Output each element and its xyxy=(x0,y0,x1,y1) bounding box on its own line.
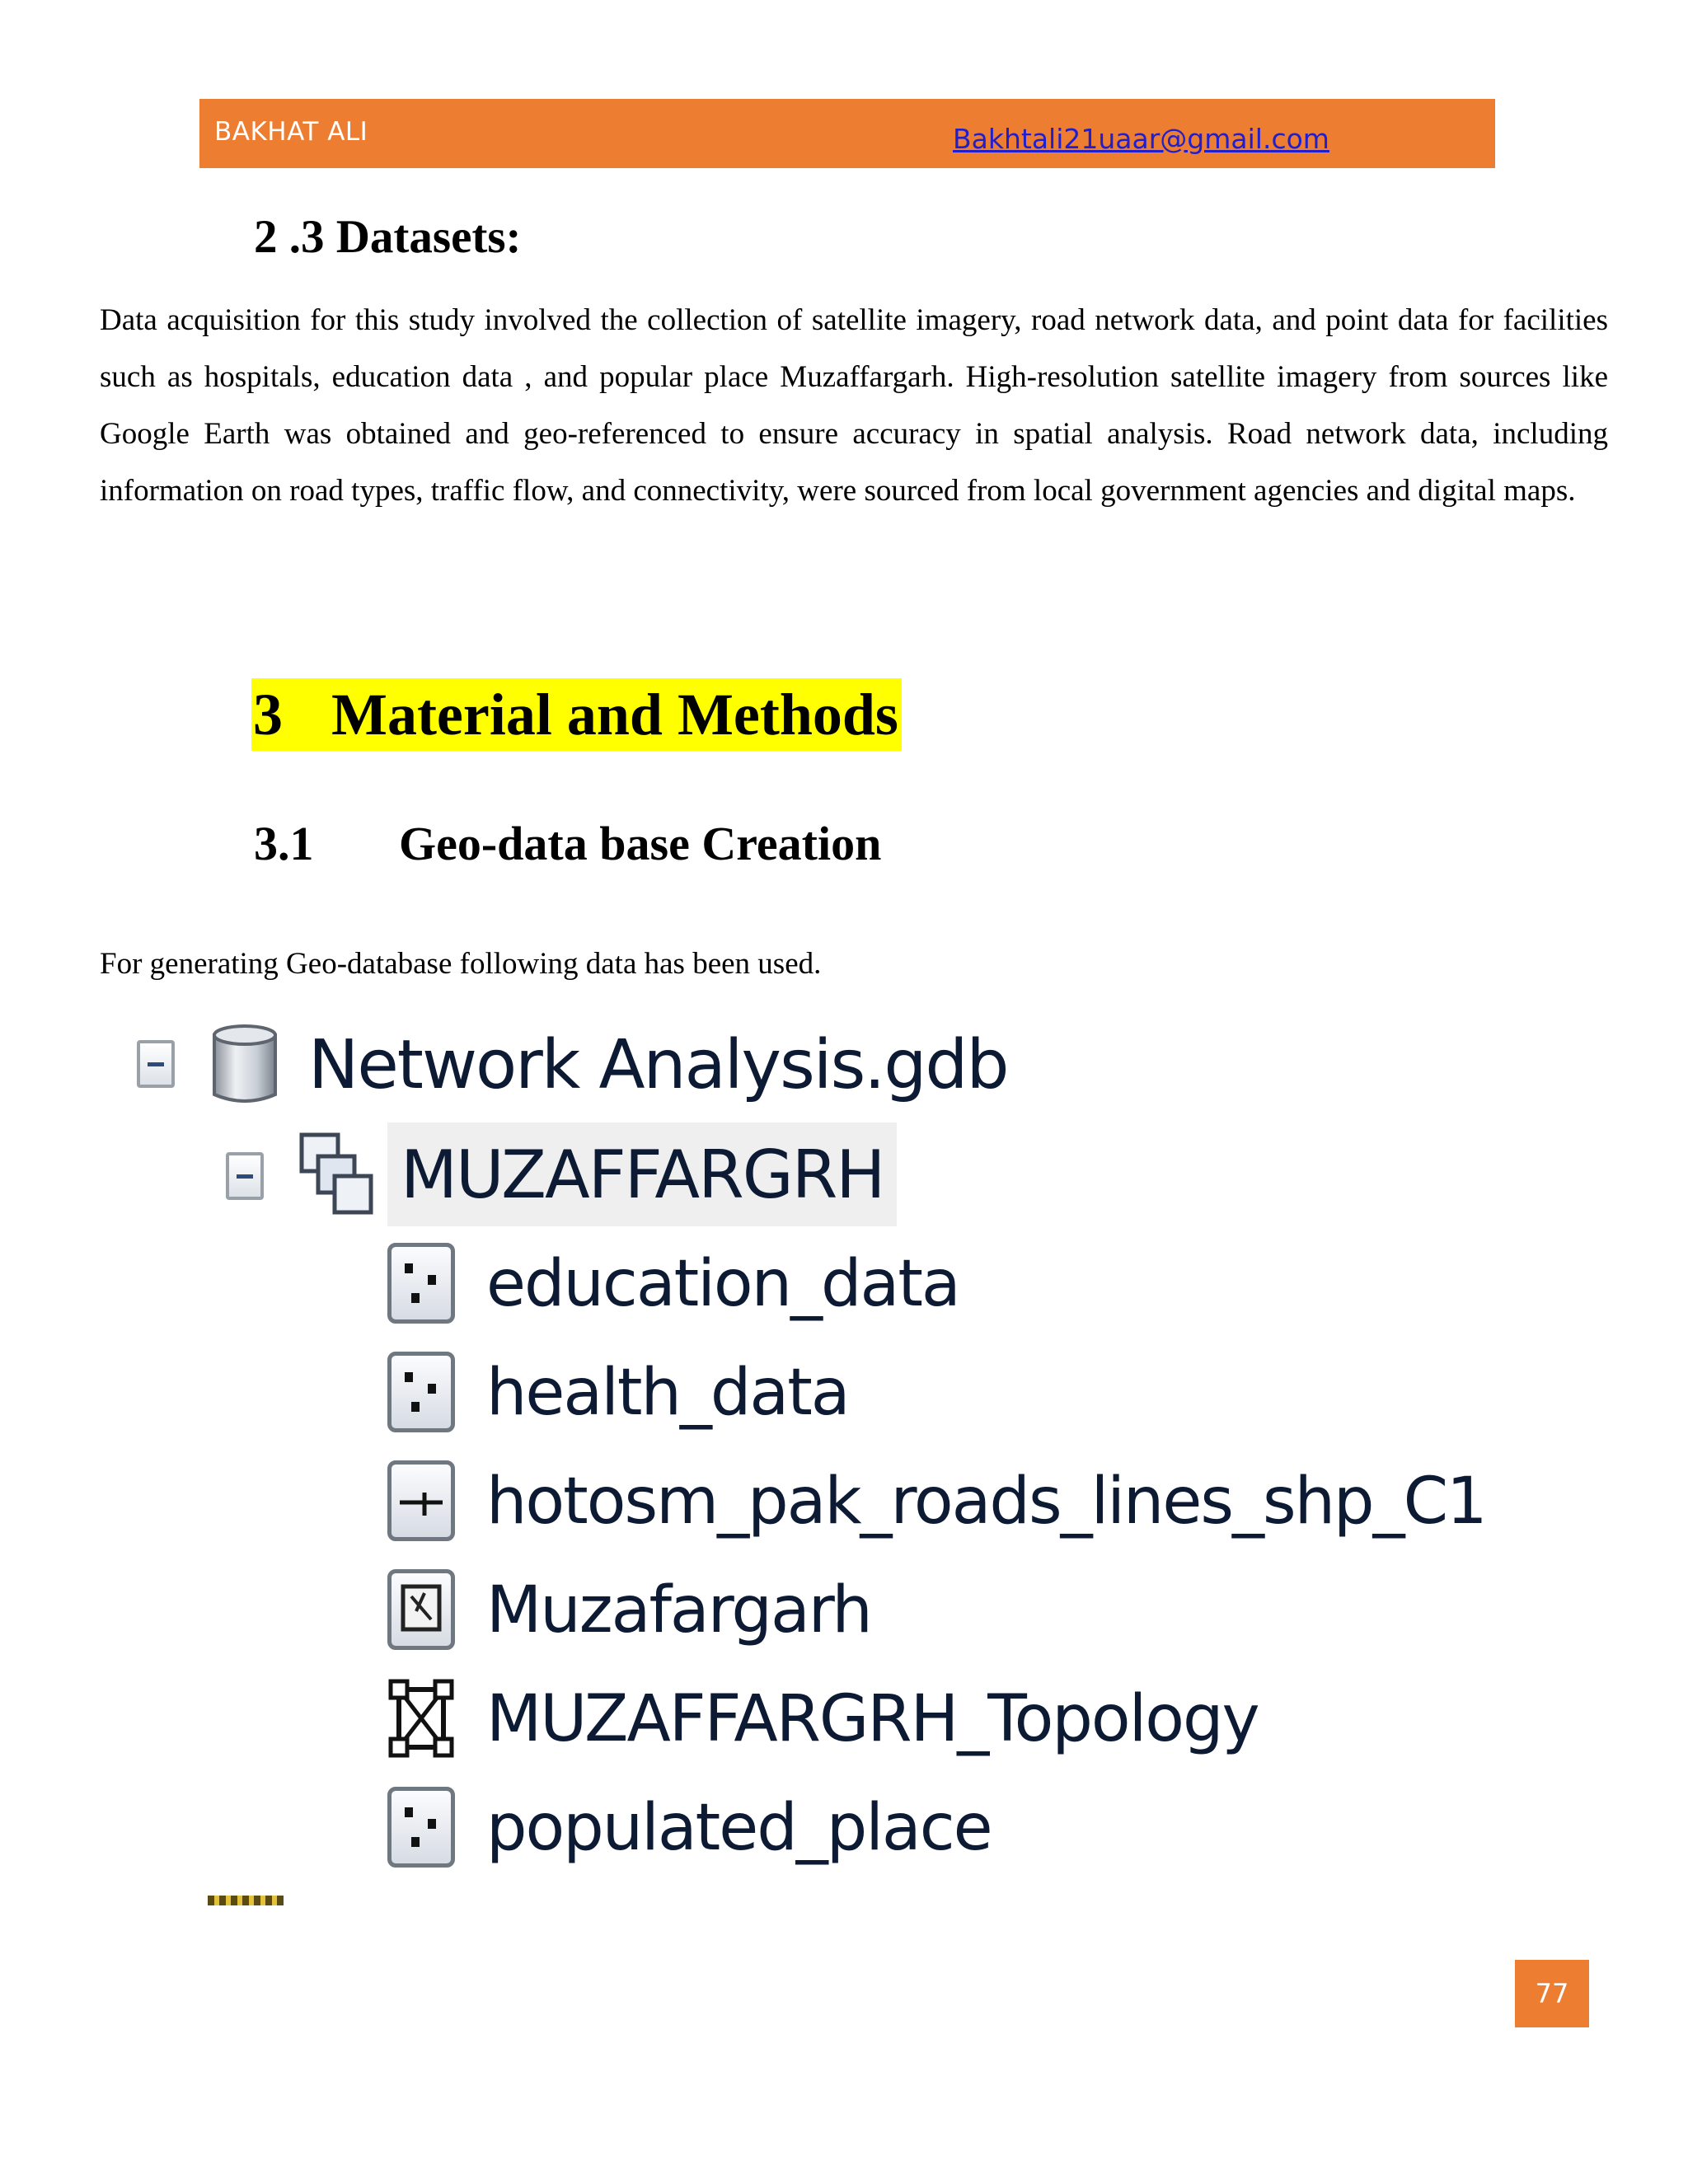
feature-dataset-icon xyxy=(298,1132,374,1216)
section-heading-material-methods xyxy=(251,678,902,751)
tree-item-label: populated_place xyxy=(486,1791,992,1865)
point-feature-class-icon xyxy=(387,1787,455,1868)
tree-item-label: MUZAFFARGRH_Topology xyxy=(486,1682,1259,1756)
point-feature-class-icon xyxy=(387,1352,455,1432)
author-name: BAKHAT ALI xyxy=(214,117,368,147)
tree-node-dataset[interactable] xyxy=(387,1122,897,1226)
page-header xyxy=(199,99,1495,168)
tree-item-education-data[interactable] xyxy=(486,1243,959,1325)
tree-item-muzafargarh[interactable] xyxy=(486,1569,871,1652)
email-link[interactable]: Bakhtali21uaar@gmail.com xyxy=(953,123,1329,155)
tree-item-label: health_data xyxy=(486,1356,849,1430)
section-heading-geodatabase xyxy=(254,816,881,871)
topology-icon xyxy=(387,1678,455,1759)
section-heading-datasets: 2 .3 Datasets: xyxy=(254,211,522,263)
polygon-feature-class-icon xyxy=(387,1569,455,1650)
truncated-item-icon xyxy=(208,1896,284,1905)
section-number: 3 xyxy=(253,682,283,748)
datasets-paragraph: Data acquisition for this study involved the collection of satellite imagery, road network data, and point data for facilities such as hospitals, education data , and popular place Muzaffargarh. High-resolution satellite imagery from sources like Google Earth was obtained and geo-referenced to ensure accuracy in spatial analysis. Road network data, including information on road types, traffic flow, and connectivity, were sourced from local government agencies and digital maps. xyxy=(100,303,1608,508)
tree-item-label: education_data xyxy=(486,1247,959,1321)
subsection-title: Geo-data base Creation xyxy=(399,817,882,870)
section-title: Material and Methods xyxy=(331,682,898,748)
tree-item-label: Muzafargarh xyxy=(486,1573,871,1647)
tree-item-roads[interactable] xyxy=(486,1460,1486,1543)
line-feature-class-icon xyxy=(387,1460,455,1541)
geodatabase-intro: For generating Geo-database following data has been used. xyxy=(100,947,822,981)
tree-node-label: Network Analysis.gdb xyxy=(308,1025,1008,1104)
tree-item-label: hotosm_pak_roads_lines_shp_C1 xyxy=(486,1465,1486,1539)
geodatabase-icon xyxy=(209,1022,280,1108)
tree-item-topology[interactable] xyxy=(486,1678,1259,1760)
tree-node-label: MUZAFFARGRH xyxy=(401,1136,884,1213)
point-feature-class-icon xyxy=(387,1243,455,1324)
tree-item-health-data[interactable] xyxy=(486,1352,849,1434)
tree-item-populated-place[interactable] xyxy=(486,1787,992,1869)
collapse-root-icon[interactable] xyxy=(137,1040,175,1088)
tree-node-root[interactable] xyxy=(308,1022,1008,1108)
subsection-number: 3.1 xyxy=(254,817,314,870)
page-number: 77 xyxy=(1515,1960,1589,2027)
collapse-dataset-icon[interactable] xyxy=(226,1152,264,1200)
